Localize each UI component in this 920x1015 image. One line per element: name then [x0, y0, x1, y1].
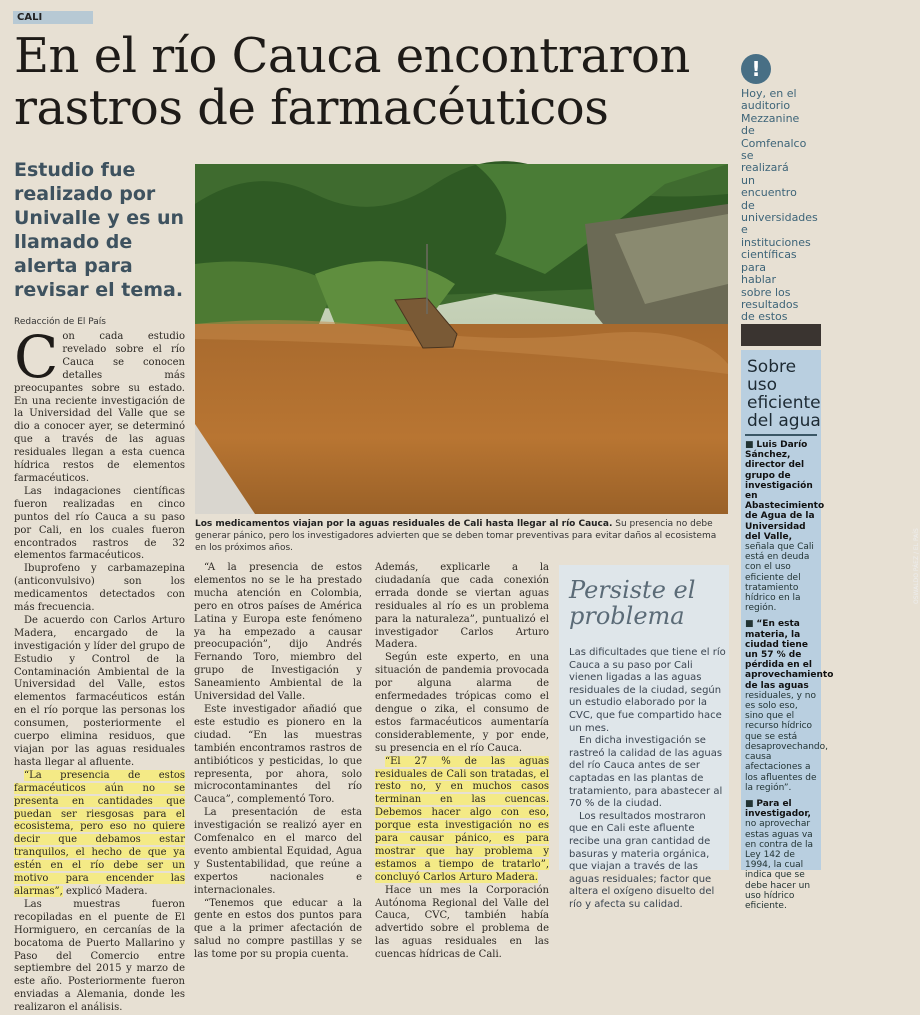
article-quote	[375, 756, 549, 885]
article-column-2	[194, 562, 362, 962]
problem-box-paragraph: Las dificultades que tiene el río Cauca a su paso por Cali vienen ligadas a las aguas residuales de la ciudad, según un estudio elaborado por la CVC, que fue compartido hace un mes.	[569, 647, 726, 734]
headline: En el río Cauca encontraron rastros de farmacéuticos	[14, 28, 690, 136]
article-paragraph: Las indagaciones científicas fueron realizadas en cinco puntos del río Cauca a su paso por Cali, en los cuales fueron encontrados rastros de 32 elementos farmacéuticos.	[14, 485, 185, 562]
sidebar-item: ■ Para el investigador, no aprovechar estas aguas va en contra de la Ley 142 de 1994, la cual indica que se debe hacer un uso hídrico eficiente.	[745, 798, 813, 911]
article-paragraph: De acuerdo con Carlos Arturo Madera, encargado de la investigación y líder del grupo de Estudio y Control de la Contaminación Ambiental de la Universidad del Valle, estos elementos farmacéuticos están en el río porque las personas los consumen, posteriormente el cuerpo elimina residuos, que viajan por las aguas residuales hasta llegar al afluente.	[14, 614, 185, 768]
article-paragraph: Además, explicarle a la ciudadanía que cada conexión errada donde se viertan aguas residuales al río es un problema para la naturaleza”, puntualizó el investigador Carlos Arturo Madera.	[375, 562, 549, 651]
river-photo-image	[195, 164, 728, 514]
article-column-1	[14, 323, 185, 1015]
photo-caption-text: Su presencia no debe generar pánico, pero los investigadores advierten que se deben tomar preventivas para evitar daños al ecosistema en los próximos años.	[195, 519, 717, 553]
event-note: Hoy, en el auditorio Mezzanine de Comfenalco se realizará un encuentro de universidades e instituciones científicas para hablar sobre los resultados de estos	[741, 87, 818, 324]
water-use-sidebar	[741, 350, 834, 911]
article-paragraph: Las muestras fueron recopiladas en el puente de El Hormiguero, en cercanías de la bocatoma de Puerto Mallarino y Paso del Comercio entre septiembre del 2015 y marzo de este año. Posteriormente fueron enviadas a Alemania, donde les realizaron el análisis.	[14, 898, 185, 1014]
highlighted-quote: “El 27 % de las aguas residuales de Cali son tratadas, el resto no, y en muchos casos terminan en las cuencas. Debemos hacer algo con eso, porque esta investigación no es para causar pánico, es para mostrar que hay problema y estamos a tiempo de tratarlo”, concluyó Carlos Arturo Madera.	[375, 755, 549, 883]
section-tag	[13, 11, 93, 24]
sidebar-list	[745, 440, 834, 911]
drop-cap: C	[14, 323, 59, 391]
problem-box-title: Persiste el problema	[569, 576, 696, 630]
highlighted-quote: “La presencia de estos farmacéuticos aún no se presenta en cantidades que puedan ser riesgosas para el ecosistema, pero eso no quiere decir que debamos estar tranquilos, el hecho de que ya estén en el río debe ser un motivo para encender las alarmas”,	[14, 769, 185, 897]
exclamation-icon: !	[741, 54, 771, 84]
sidebar-title: Sobre uso eficiente del agua	[747, 357, 821, 431]
article-paragraph: La presentación de esta investigación se realizó ayer en Comfenalco en el marco del evento ambiental Equidad, Agua y Sustentabilidad, que reúne a expertos nacionales e internacionales.	[194, 807, 362, 896]
photo-caption-bold: Los medicamentos viajan por la aguas residuales de Cali hasta llegar al río Cauca.	[195, 519, 613, 529]
article-quote: “La presencia de estos farmacéuticos aún no se presenta en cantidades que puedan ser riesgosas para el ecosistema, pero eso no quiere decir que debamos estar tranquilos, el hecho de que ya estén en el río debe ser un motivo para encender las alarmas”, explicó Madera.	[14, 769, 185, 897]
problem-box-paragraph: En dicha investigación se rastreó la calidad de las aguas del río Cauca antes de ser captadas en las plantas de tratamiento, para abastecer al 70 % de la ciudad.	[569, 735, 723, 810]
sidebar-divider	[745, 434, 817, 436]
article-paragraph: “Tenemos que educar a la gente en estos dos puntos para que a la primer afectación de salud no compre pastillas y se las tome por su propia cuenta.	[194, 897, 362, 961]
problem-box	[559, 565, 729, 910]
section-tag-label: CALI	[17, 12, 43, 23]
sidebar-item: ■ Luis Darío Sánchez, director del grupo de investigación en Abastecimiento de Agua de la Universidad del Valle, señala que Cali está en deuda con el uso eficiente del tratamiento hídrico en la región.	[745, 440, 825, 614]
sidebar-item: ■ “En esta materia, la ciudad tiene un 57 % de pérdida en el aprovechamiento de las aguas residuales, y no es solo eso, sino que el recurso hídrico que se está desaprovechando, causa afectaciones a los afluentes de la región”.	[745, 619, 834, 793]
article-paragraph: Ibuprofeno y carbamazepina (anticonvulsivo) son los medicamentos detectados con más frecuencia.	[14, 563, 185, 614]
photo-caption	[195, 518, 730, 554]
photo-credit: OSWALDO PÁEZ / EL PAÍS	[913, 528, 920, 604]
sidebar-header-bar	[741, 324, 821, 346]
problem-box-text	[569, 647, 727, 911]
article-paragraph: “A la presencia de estos elementos no se le ha prestado mucha atención en Colombia, pero en otros países de América Latina y Europa este fenómeno ya ha empezado a causar preocupación”, dijo Andrés Fernando Toro, miembro del grupo de Investigación y Saneamiento Ambiental de la Universidad del Valle.	[194, 562, 362, 703]
article-paragraph: Este investigador añadió que este estudio es pionero en la ciudad. “En las muestras también encontramos rastros de antibióticos y pesticidas, lo que representa, por ahora, solo microcontaminantes del río Cauca”, complementó Toro.	[194, 703, 362, 806]
article-column-3	[375, 562, 549, 962]
problem-box-paragraph: Los resultados mostraron que en Cali este afluente recibe una gran cantidad de basuras y materia orgánica, que viajan a través de las aguas residuales; factor que altera el oxígeno disuelto del río y afecta su calidad.	[569, 810, 715, 910]
article-paragraph: Con cada estudio revelado sobre el río Cauca se conocen detalles más preocupantes sobre su estado. En una reciente investigación de la Universidad del Valle que se dio a conocer ayer, se determinó que a través de las aguas residuales llegan a esta cuenca hídrica restos de elementos farmacéuticos.	[14, 323, 185, 484]
article-paragraph: Hace un mes la Corporación Autónoma Regional del Valle del Cauca, CVC, también había advertido sobre el problema de las aguas residuales en las cuencas hídricas de Cali.	[375, 884, 549, 961]
article-paragraph: Según este experto, en una situación de pandemia provocada por alguna alarma de enfermedades trópicas como el dengue o zika, el consumo de estos farmacéuticos aumentaría considerablemente, y por ende, su presencia en el río Cauca.	[375, 652, 549, 754]
byline: Redacción de El País	[14, 317, 106, 327]
deck-subtitle: Estudio fue realizado por Univalle y es un llamado de alerta para revisar el tema.	[14, 159, 185, 301]
